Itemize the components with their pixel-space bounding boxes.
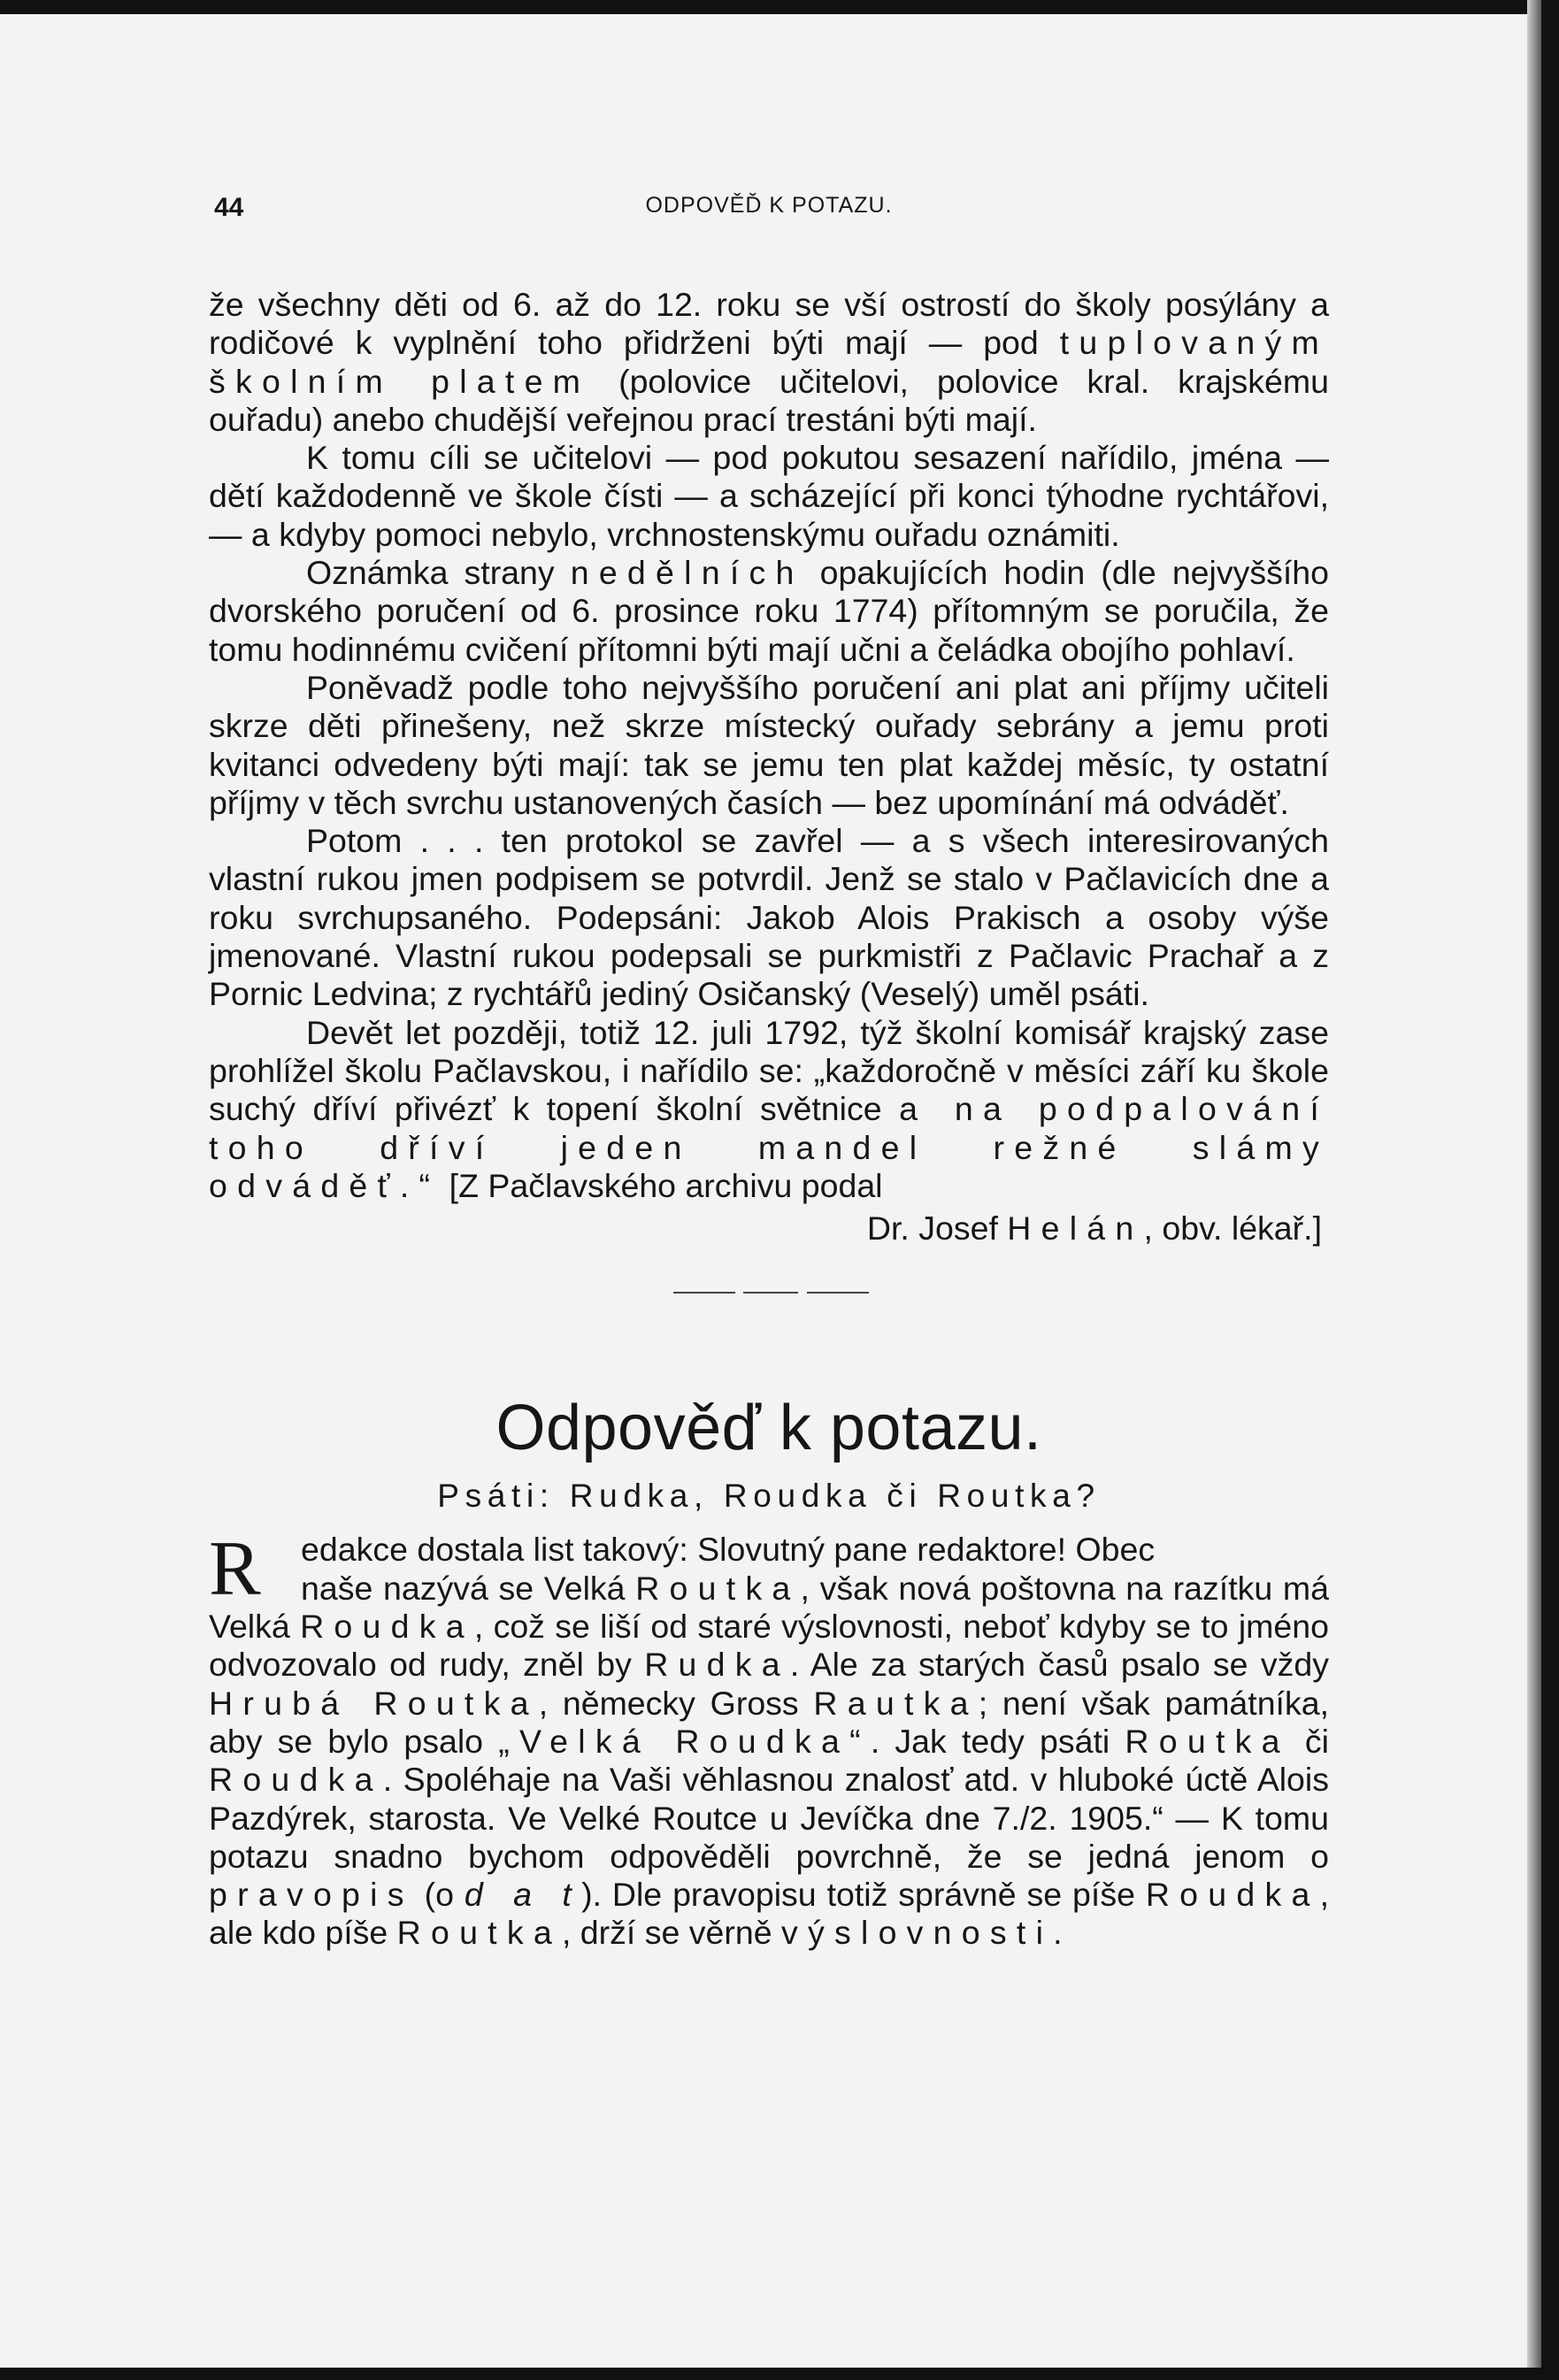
spaced-emphasis: d a t	[464, 1876, 582, 1914]
spaced-emphasis: Hrubá Routka	[209, 1684, 539, 1722]
divider-rule	[807, 1292, 869, 1294]
book-page	[209, 181, 1329, 1953]
paragraph-6: Devět let později, totiž 12. juli 1792, týž školní komisář krajský zase prohlížel školu Pačlavskou, i nařídilo se: „každoročně v měsíci září ku škole suchý dříví přivézť k topení školní světnice a na podpalování toho dříví jeden mandel režné slámy odváděť.“ [Z Pačlavského archivu podal	[209, 1013, 1329, 1204]
scan-border-top	[0, 0, 1559, 14]
article-body	[209, 1526, 1330, 1952]
page-number: 44	[214, 193, 244, 222]
drop-cap: R	[209, 1526, 261, 1613]
section-divider	[209, 1248, 1329, 1347]
article-continuation	[209, 286, 1329, 1248]
spaced-emphasis: a na podpalování toho dříví jeden mandel režné slámy odváděť.“	[209, 1090, 1329, 1204]
paragraph-2: K tomu cíli se učitelovi — pod pokutou sesazení nařídilo, jména — dětí každodenně ve škole čísti — a scházející při konci týhodne rychtářovi, — a kdyby pomoci nebylo, vrchnostenskýmu ouřadu oznámiti.	[209, 439, 1329, 553]
divider-rule	[743, 1292, 798, 1294]
paragraph-3: Oznámka strany nedělních opakujících hodin (dle nejvyššího dvorského poručení od 6. prosince roku 1774) přítomným se poručila, že tomu hodinnému cvičení přítomni býti mají učni a čeládka obojího pohlaví.	[209, 554, 1329, 668]
running-title: ODPOVĚĎ K POTAZU.	[645, 193, 893, 218]
spaced-emphasis: Routka	[1125, 1722, 1290, 1760]
running-head	[209, 181, 1329, 234]
spaced-emphasis: Roudka	[209, 1761, 383, 1799]
spaced-emphasis: tuplovaným školním platem	[209, 324, 1329, 400]
paragraph-4: Poněvadž podle toho nejvyššího poručení ani plat ani příjmy učiteli skrze děti přinešeny, než skrze místecký ouřady sebrány a jemu proti kvitanci odvedeny býti mají: tak se jemu ten plat každej měsíc, ty ostatní příjmy v těch svrchu ustanovených časích — bez upomínání má odváděť.	[209, 668, 1329, 821]
spaced-emphasis: Roudka	[300, 1608, 474, 1646]
scan-border-right	[1541, 0, 1559, 2380]
spaced-emphasis: Helán	[1007, 1209, 1144, 1248]
spaced-emphasis: Rautka	[813, 1684, 979, 1722]
scan-page-edge	[1527, 0, 1541, 2380]
divider-rule	[673, 1292, 735, 1294]
spaced-emphasis: nedělních	[570, 554, 804, 592]
signature: Dr. Josef Helán, obv. lékař.]	[866, 1209, 1322, 1248]
article-subtitle: Psáti: Rudka, Roudka či Routka?	[437, 1478, 1101, 1515]
spaced-emphasis: Roudka	[1145, 1876, 1320, 1914]
spaced-emphasis: Routka	[396, 1914, 562, 1952]
paragraph-first-line: edakce dostala list takový: Slovutný pane redaktore! Obec	[301, 1531, 1156, 1569]
spaced-emphasis: výslovnosti	[781, 1914, 1054, 1952]
scan-border-bottom	[0, 2368, 1559, 2380]
article-title: Odpověď k potazu.	[495, 1393, 1042, 1464]
spaced-emphasis: pravopis	[209, 1876, 414, 1914]
spaced-emphasis: „Velká Roudka“	[498, 1722, 871, 1760]
paragraph-5: Potom . . . ten protokol se zavřel — a s všech interesirovaných vlastní rukou jmen podpisem se potvrdil. Jenž se stalo v Pačlavicích dne a roku svrchupsaného. Podepsáni: Jakob Alois Prakisch a osoby výše jmenované. Vlastní rukou podepsali se purkmistři z Pačlavic Prachař a z Pornic Ledvina; z rychtářů jediný Osičanský (Veselý) uměl psáti.	[209, 822, 1329, 1013]
paragraph-1: že všechny děti od 6. až do 12. roku se vší ostrostí do školy posýlány a rodičové k vyplnění toho přidrženi býti mají — pod tuplovaným školním platem (polovice učitelovi, polovice kral. krajskému ouřadu) anebo chudější veřejnou prací trestáni býti mají.	[209, 286, 1329, 438]
spaced-emphasis: Rudka	[644, 1646, 790, 1684]
spaced-emphasis: Routka	[635, 1569, 801, 1607]
paragraph-body: naše nazývá se Velká Routka, však nová poštovna na razítku má Velká Roudka, což se liší od staré výslovnosti, neboť kdyby se to jméno odvozovalo od rudy, zněl by Rudka. Ale za starých časů psalo se vždy Hrubá Routka, německy Gross Rautka; není však památníka, aby se bylo psalo „Velká Roudka“. Jak tedy psáti Routka či Roudka. Spoléhaje na Vaši věhlasnou znalosť atd. v hluboké úctě Alois Pazdýrek, starosta. Ve Velké Routce u Jevíčka dne 7./2. 1905.“ — K tomu potazu snadno bychom odpověděli povrchně, že se jedná jenom o pravopis (o d a t). Dle pravopisu totiž správně se píše Roudka, ale kdo píše Routka, drží se věrně výslovnosti.	[209, 1569, 1330, 1952]
